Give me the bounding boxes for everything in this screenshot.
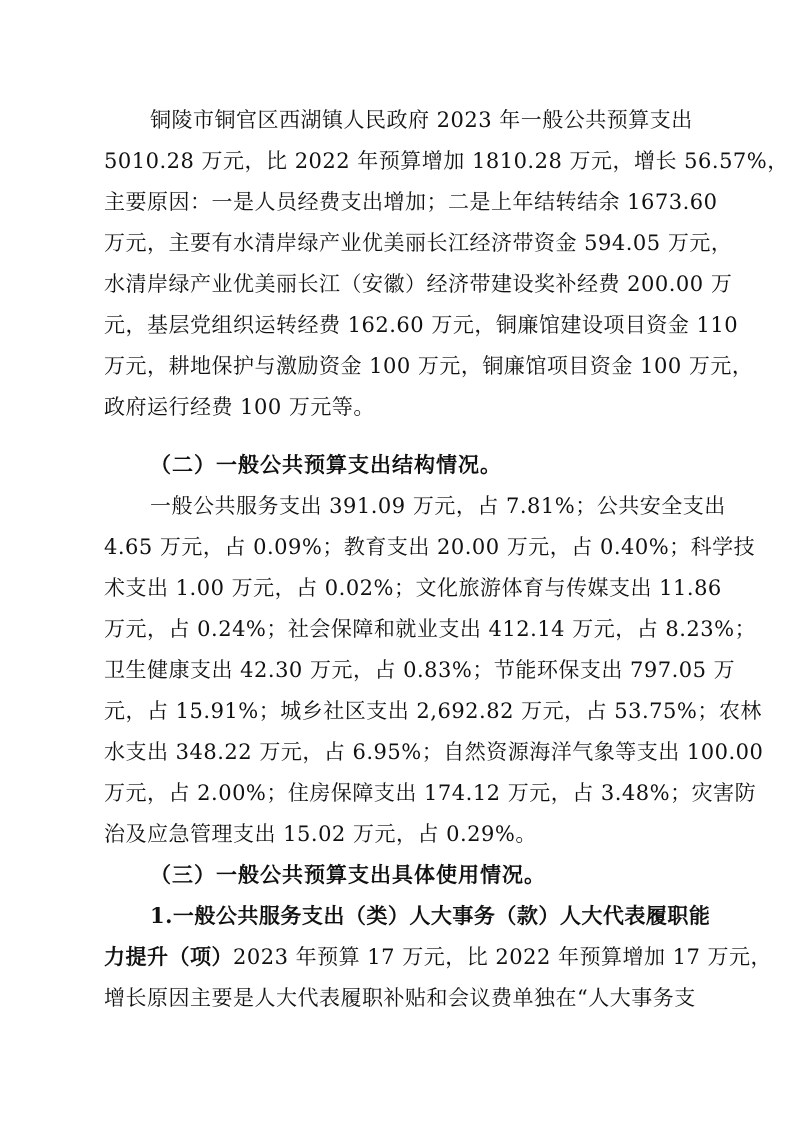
item-1-line-2 [104, 943, 773, 971]
paragraph-line: 万元，主要有水清岸绿产业优美丽长江经济带资金 594.05 万元， [104, 231, 733, 255]
paragraph-line: 铜陵市铜官区西湖镇人民政府 2023 年一般公共预算支出 [150, 108, 693, 132]
paragraph-line: 元，占 15.91%；城乡社区支出 2,692.82 万元，占 53.75%；农林 [104, 699, 762, 723]
paragraph-line: 水支出 348.22 万元，占 6.95%；自然资源海洋气象等支出 100.00 [104, 740, 764, 764]
paragraph-line: 5010.28 万元，比 2022 年预算增加 1810.28 万元，增长 56.57%， [104, 149, 789, 173]
paragraph-line: 元，基层党组织运转经费 162.60 万元，铜廉馆建设项目资金 110 [104, 313, 739, 337]
paragraph-line: 卫生健康支出 42.30 万元，占 0.83%；节能环保支出 797.05 万 [104, 658, 736, 682]
paragraph-line: 增长原因主要是人大代表履职补贴和会议费单独在“人大事务支 [104, 986, 696, 1010]
paragraph-line: 万元，占 2.00%；住房保障支出 174.12 万元，占 3.48%；灾害防 [104, 781, 757, 805]
item-1-title-continued: 力提升（项） [104, 944, 233, 969]
item-1-text: 2023 年预算 17 万元，比 2022 年预算增加 17 万元， [233, 945, 773, 969]
paragraph-line: 主要原因：一是人员经费支出增加；二是上年结转结余 1673.60 [104, 190, 718, 214]
paragraph-line: 万元，耕地保护与激励资金 100 万元，铜廉馆项目资金 100 万元， [104, 354, 754, 378]
item-1-title: 1.一般公共服务支出（类）人大事务（款）人大代表履职能 [150, 903, 711, 928]
section-heading-3: （三）一般公共预算支出具体使用情况。 [150, 863, 546, 887]
paragraph-line: 政府运行经费 100 万元等。 [104, 395, 375, 419]
paragraph-line: 水清岸绿产业优美丽长江（安徽）经济带建设奖补经费 200.00 万 [104, 272, 733, 296]
paragraph-line: 治及应急管理支出 15.02 万元，占 0.29%。 [104, 822, 537, 846]
section-heading-2: （二）一般公共预算支出结构情况。 [150, 453, 502, 477]
paragraph-line: 万元，占 0.24%；社会保障和就业支出 412.14 万元，占 8.23%； [104, 617, 757, 641]
paragraph-line: 4.65 万元，占 0.09%；教育支出 20.00 万元，占 0.40%；科学技 [104, 535, 756, 559]
paragraph-line: 一般公共服务支出 391.09 万元，占 7.81%；公共安全支出 [150, 494, 726, 518]
paragraph-line: 术支出 1.00 万元，占 0.02%；文化旅游体育与传媒支出 11.86 [104, 576, 722, 600]
